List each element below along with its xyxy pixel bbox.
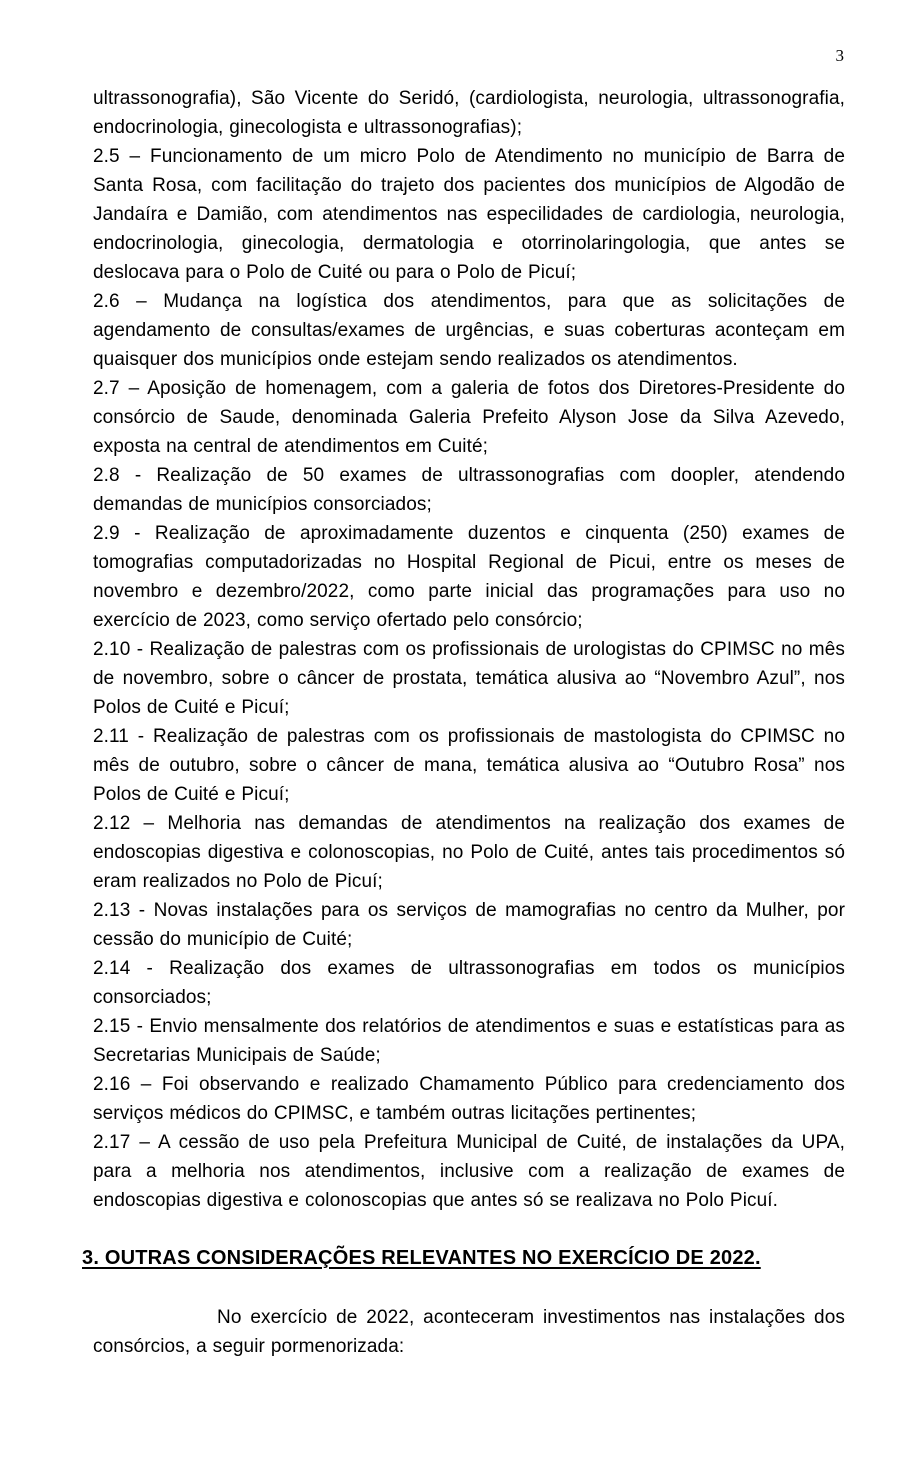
paragraph-item-2-17: 2.17 – A cessão de uso pela Prefeitura Municipal de Cuité, de instalações da UPA, para a melhoria nos atendimentos, inclusive com a realização de exames de endoscopias digestiva e colonoscopias que antes só se realizava no Polo Picuí.	[93, 1132, 845, 1211]
paragraph-continuation: ultrassonografia), São Vicente do Seridó, (cardiologista, neurologia, ultrassonografia, endocrinologia, ginecologista e ultrassonografias);	[93, 88, 845, 138]
paragraph-item-2-16: 2.16 – Foi observando e realizado Chamamento Público para credenciamento dos serviços médicos do CPIMSC, e também outras licitações pertinentes;	[93, 1074, 845, 1124]
paragraph-closing: No exercício de 2022, aconteceram investimentos nas instalações dos consórcios, a seguir pormenorizada:	[93, 1307, 845, 1357]
paragraph-item-2-13: 2.13 - Novas instalações para os serviços de mamografias no centro da Mulher, por cessão do município de Cuité;	[93, 900, 845, 950]
paragraph-item-2-12: 2.12 – Melhoria nas demandas de atendimentos na realização dos exames de endoscopias digestiva e colonoscopias, no Polo de Cuité, antes tais procedimentos só eram realizados no Polo de Picuí;	[93, 813, 845, 892]
paragraph-item-2-7: 2.7 – Aposição de homenagem, com a galeria de fotos dos Diretores-Presidente do consórcio de Saude, denominada Galeria Prefeito Alyson Jose da Silva Azevedo, exposta na central de atendimentos em Cuité;	[93, 378, 845, 457]
paragraph-item-2-9: 2.9 - Realização de aproximadamente duzentos e cinquenta (250) exames de tomografias computadorizadas no Hospital Regional de Picui, entre os meses de novembro e dezembro/2022, como parte inicial das programações para uso no exercício de 2023, como serviço ofertado pelo consórcio;	[93, 523, 845, 631]
document-content	[82, 84, 845, 1361]
section-heading: 3. OUTRAS CONSIDERAÇÕES RELEVANTES NO EXERCÍCIO DE 2022.	[82, 1247, 761, 1269]
paragraph-item-2-11: 2.11 - Realização de palestras com os profissionais de mastologista do CPIMSC no mês de outubro, sobre o câncer de mana, temática alusiva ao “Outubro Rosa” nos Polos de Cuité e Picuí;	[93, 726, 845, 805]
paragraph-item-2-10: 2.10 - Realização de palestras com os profissionais de urologistas do CPIMSC no mês de novembro, sobre o câncer de prostata, temática alusiva ao “Novembro Azul”, nos Polos de Cuité e Picuí;	[93, 639, 845, 718]
paragraph-item-2-8: 2.8 - Realização de 50 exames de ultrassonografias com doopler, atendendo demandas de municípios consorciados;	[93, 465, 845, 515]
paragraph-item-2-5: 2.5 – Funcionamento de um micro Polo de Atendimento no município de Barra de Santa Rosa, com facilitação do trajeto dos pacientes dos municípios de Algodão de Jandaíra e Damião, com atendimentos nas especilidades de cardiologia, neurologia, endocrinologia, ginecologia, dermatologia e otorrinolaringologia, que antes se deslocava para o Polo de Cuité ou para o Polo de Picuí;	[93, 146, 845, 283]
paragraph-item-2-15: 2.15 - Envio mensalmente dos relatórios de atendimentos e suas e estatísticas para as Secretarias Municipais de Saúde;	[93, 1016, 845, 1066]
paragraph-item-2-14: 2.14 - Realização dos exames de ultrassonografias em todos os municípios consorciados;	[93, 958, 845, 1008]
page-number: 3	[835, 46, 844, 65]
paragraph-item-2-6: 2.6 – Mudança na logística dos atendimentos, para que as solicitações de agendamento de consultas/exames de urgências, e suas coberturas aconteçam em quaisquer dos municípios onde estejam sendo realizados os atendimentos.	[93, 291, 845, 370]
